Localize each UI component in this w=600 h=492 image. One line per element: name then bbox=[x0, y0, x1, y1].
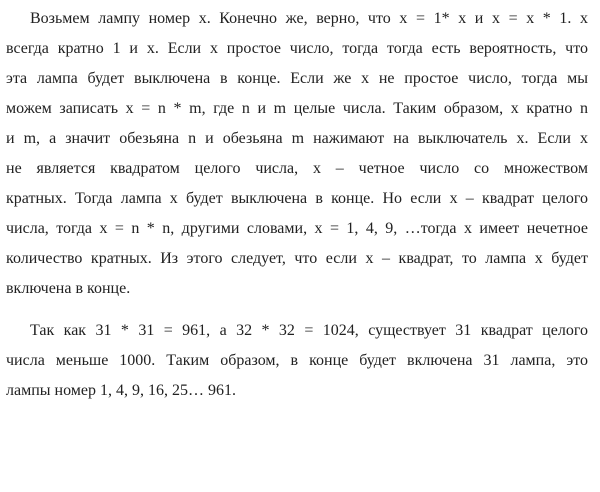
text-line: Возьмем лампу номер x. Конечно же, верно, что x = 1* x и x = x * 1. x bbox=[30, 10, 588, 27]
text-line: и m, а значит обезьяна n и обезьяна m нажимают на выключатель x. Если x bbox=[6, 130, 588, 147]
text-line: лампы номер 1, 4, 9, 16, 25… 961. bbox=[6, 382, 237, 399]
text-line: включена в конце. bbox=[6, 280, 131, 297]
paragraph-conclusion bbox=[6, 316, 588, 406]
text-line: кратных. Тогда лампа x будет выключена в конце. Но если x – квадрат целого bbox=[6, 190, 588, 207]
text-line: Так как 31 * 31 = 961, а 32 * 32 = 1024, существует 31 квадрат целого bbox=[30, 322, 588, 339]
text-line: не является квадратом целого числа, x – четное число со множеством bbox=[6, 160, 588, 177]
text-line: всегда кратно 1 и x. Если x простое число, тогда тогда есть вероятность, что bbox=[6, 40, 588, 57]
paragraph-lamp-reasoning bbox=[6, 4, 588, 304]
text-line: эта лампа будет выключена в конце. Если же x не простое число, тогда мы bbox=[6, 70, 588, 87]
text-line: количество кратных. Из этого следует, что если x – квадрат, то лампа x будет bbox=[6, 250, 588, 267]
text-line: числа, тогда x = n * n, другими словами, x = 1, 4, 9, …тогда x имеет нечетное bbox=[6, 220, 588, 237]
text-line: числа меньше 1000. Таким образом, в конце будет включена 31 лампа, это bbox=[6, 352, 588, 369]
text-line: можем записать x = n * m, где n и m целые числа. Таким образом, x кратно n bbox=[6, 100, 588, 117]
